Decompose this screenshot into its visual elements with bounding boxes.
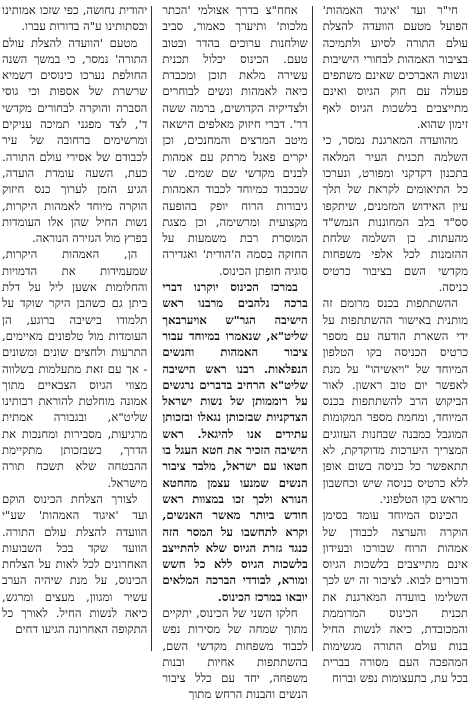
column-divider: [151, 6, 152, 651]
column-divider: [312, 6, 313, 651]
paragraph: יהודית נחושה, כפי שזכו אמותינו ובסתותינו ע"ה בדורות עברו.: [2, 3, 148, 34]
paragraph: הן, האמהות היקרות, שמעמידות את הדמויות והחלומות אשען ליל על דלת ביתן גם כשהבן היקר שוקד על תלמודו בישיבה ברוגע, הן העומדות מול טלפונים מאיימים, התרעות ולחצים שונים ומשונים - אך עם זאת מתעלמות בשלווה מצווי הגיוס הצבאיים מתוך אמונה מוחלטת להוראת רבותינו שליט"א, ובגבורה אמתית מרגיעות, מסבירות ומחנכות את הדרך, כשבזכותן מתקיימת ההבטחה שלא תשכח תורה מישראל.: [2, 247, 148, 490]
paragraph: לצורך הצלחת הכינוס הוקם ועד 'איגוד האמהות' שע"י הוועדה להצלת עולם התורה. הוועד שקד בכל השבועות האחרונים לכל לאות על הצלחת הכינוס, על מנת שיהיה הערב עשיר ומגוון, מעצים ומרגש, כיאה לנשות החיל. לאורך כל התקופה האחרונה הגיעו דחים: [2, 491, 148, 637]
paragraph: ההשתתפות בכנס מרומם זה מותנית באישור ההשתתפות על ידי השארת הודעה עם מספר כרטיס הכניסה בקו הטלפון המיוחד של "ויאשיהו" על מנת לאפשר יום טוב ראשון. לאור הביקוש הרב להשתתפות בכנס המיוחד, ומחמת מספר המקומות המוגבל כמבנה שבחנות העזוגים המצריך היערכות מדוקדקת, לא תתאפשר כל כניסה בשום אופן ללא כרטיס כניסה שיש וכחשבון מראש בקו הטלפוני.: [322, 296, 468, 506]
paragraph: חלקו השני של הכינוס, יתקיים מתוך שמחה של מסירות נפש לכבוד משפחות מקדשי השם, בהשתתפות אחיות ובנות משפחה, יחד עם כלל ציבור הנשים והבנות הרחש מתוך: [162, 605, 308, 702]
column-right: [322, 2, 468, 686]
bold-paragraph: במרכז הכינוס יוקרנו דברי ברכה נלהבים מרבנו ראש הישיבה הגר"ש אויערבאך שליט"א, שנאמרו במיוחד עבור ציבור האמהות והנשים הנפלאות. רבנו ראש הישיבה שליט"א הרחיב בדברים נרגשים על רוממותן של נשות ישראל הצדקניות שבזכותן נגאלו ובזכותן עתידים אנו להיגאל. ראש הישיבה הזכיר את חטא העגל בו חטאו עם ישראל, מלבד ציבור הנשים שמנעו עצמן מהחטא הנורא ולכך זכו במצוות ראש חודש ביותר מאשר האנשים, וקרא לתחשבו על המסר הזה כנגד גזרת הגיוס שלא להתייצב בלשכות הגיוס ללא כל חשש ומורא, לבודדי הברכה המלאים יובאו במרכז הכינוס.: [162, 280, 308, 604]
column-left: [2, 2, 147, 655]
paragraph: אחח"צ בדרך אצולמי 'הכתר מלכות' ותיערך כאמור, סביב שולחנות ערוכים בהדר ובטוב טעם. הכינוס יכלול תכנית עשירה מלאת תוכן ומכבדת כיאה לאמהות ונשים לבוחרים ולצדיקיה הקדושים, ברמה ששה דר'. דברי חיזוק מאלפים הישאה מיטב המרצים והמחנכים, וכן יקרים פאנל מרתק עם אמהות לבנים מקדשי שם שמים. שר שבכבוד כמיוחד לכבוד האמהות גיבורות הרוח יופק בהופעה מקצועית ומרשימה, וכן מצגת המוסרת רבת משמעות על החזקה בסמה ה'הודית' ואגדירה סוגיה חופתן הכינוס.: [162, 3, 308, 278]
paragraph: חי"ר ועד 'איגוד האמהות' הפועל מטעם הוועדה להצלת עולם התורה לסיוע ולתמיכה בציבור האמהות לבחורי הישיבות ונשות האברכים שאינם משתפים פעולה עם חוק הגיוס ואינם מתייצבים בלשכות הגיוס לאף זימון שהוא.: [322, 3, 468, 132]
paragraph: הכינוס המיוחד עומד בסימן הוקרה והערצה לכבודן של אמהות הרוח שבורכו ובעידון אינם מתייצבים בלשכות הגיוס ודבורים לבוא. לציבור זה יש לכך השלימו בוועדה המארגנת את תכנית הכינוס המרוממת והמכובדת, כיאה לנשות החיל בנות עולם התורה מגשימות המהפכה העם מסורה בברית בכל עת, בתעצומות נפש וברוח: [322, 508, 468, 686]
paragraph: מהוועדה המארגנת נמסר, כי השלמה תכנית העיר המלאה בתכנון דקדקני ומפורט, ונערכו כל התיאומים לקראת של תלך עיון האידוש המזמנים, שיתקפו סס"ד בלב המחוננות הנמש"ד מהעתות. כן השלמה שלחת ההזמנות לכל אלפי משפחות מקדשי השם בציבור כרטיס כניסה.: [322, 133, 468, 295]
paragraph: מטעם 'הוועדה להצלת עולם התורה' נמסר, כי במשך השנה החולפת נערכו כינוסים דשמיא שרשרת של אספות וכי גוסי הסברה והוקרה לבחורים מקדשי ד', לצד מפגני תמיכה עניקים ומרשימים ברחובה של עיר לכבודם של אסירי עולם התורה. כעת, השעה עומדת הועדה, הגיע הזמן לערוך כנס חיזוק הוקרה מיוחד לאמהות היקרות, נשות החיל שהן אלו העומדות בפרץ מול הגזירה הנוראה.: [2, 35, 148, 246]
column-middle: [162, 2, 308, 702]
